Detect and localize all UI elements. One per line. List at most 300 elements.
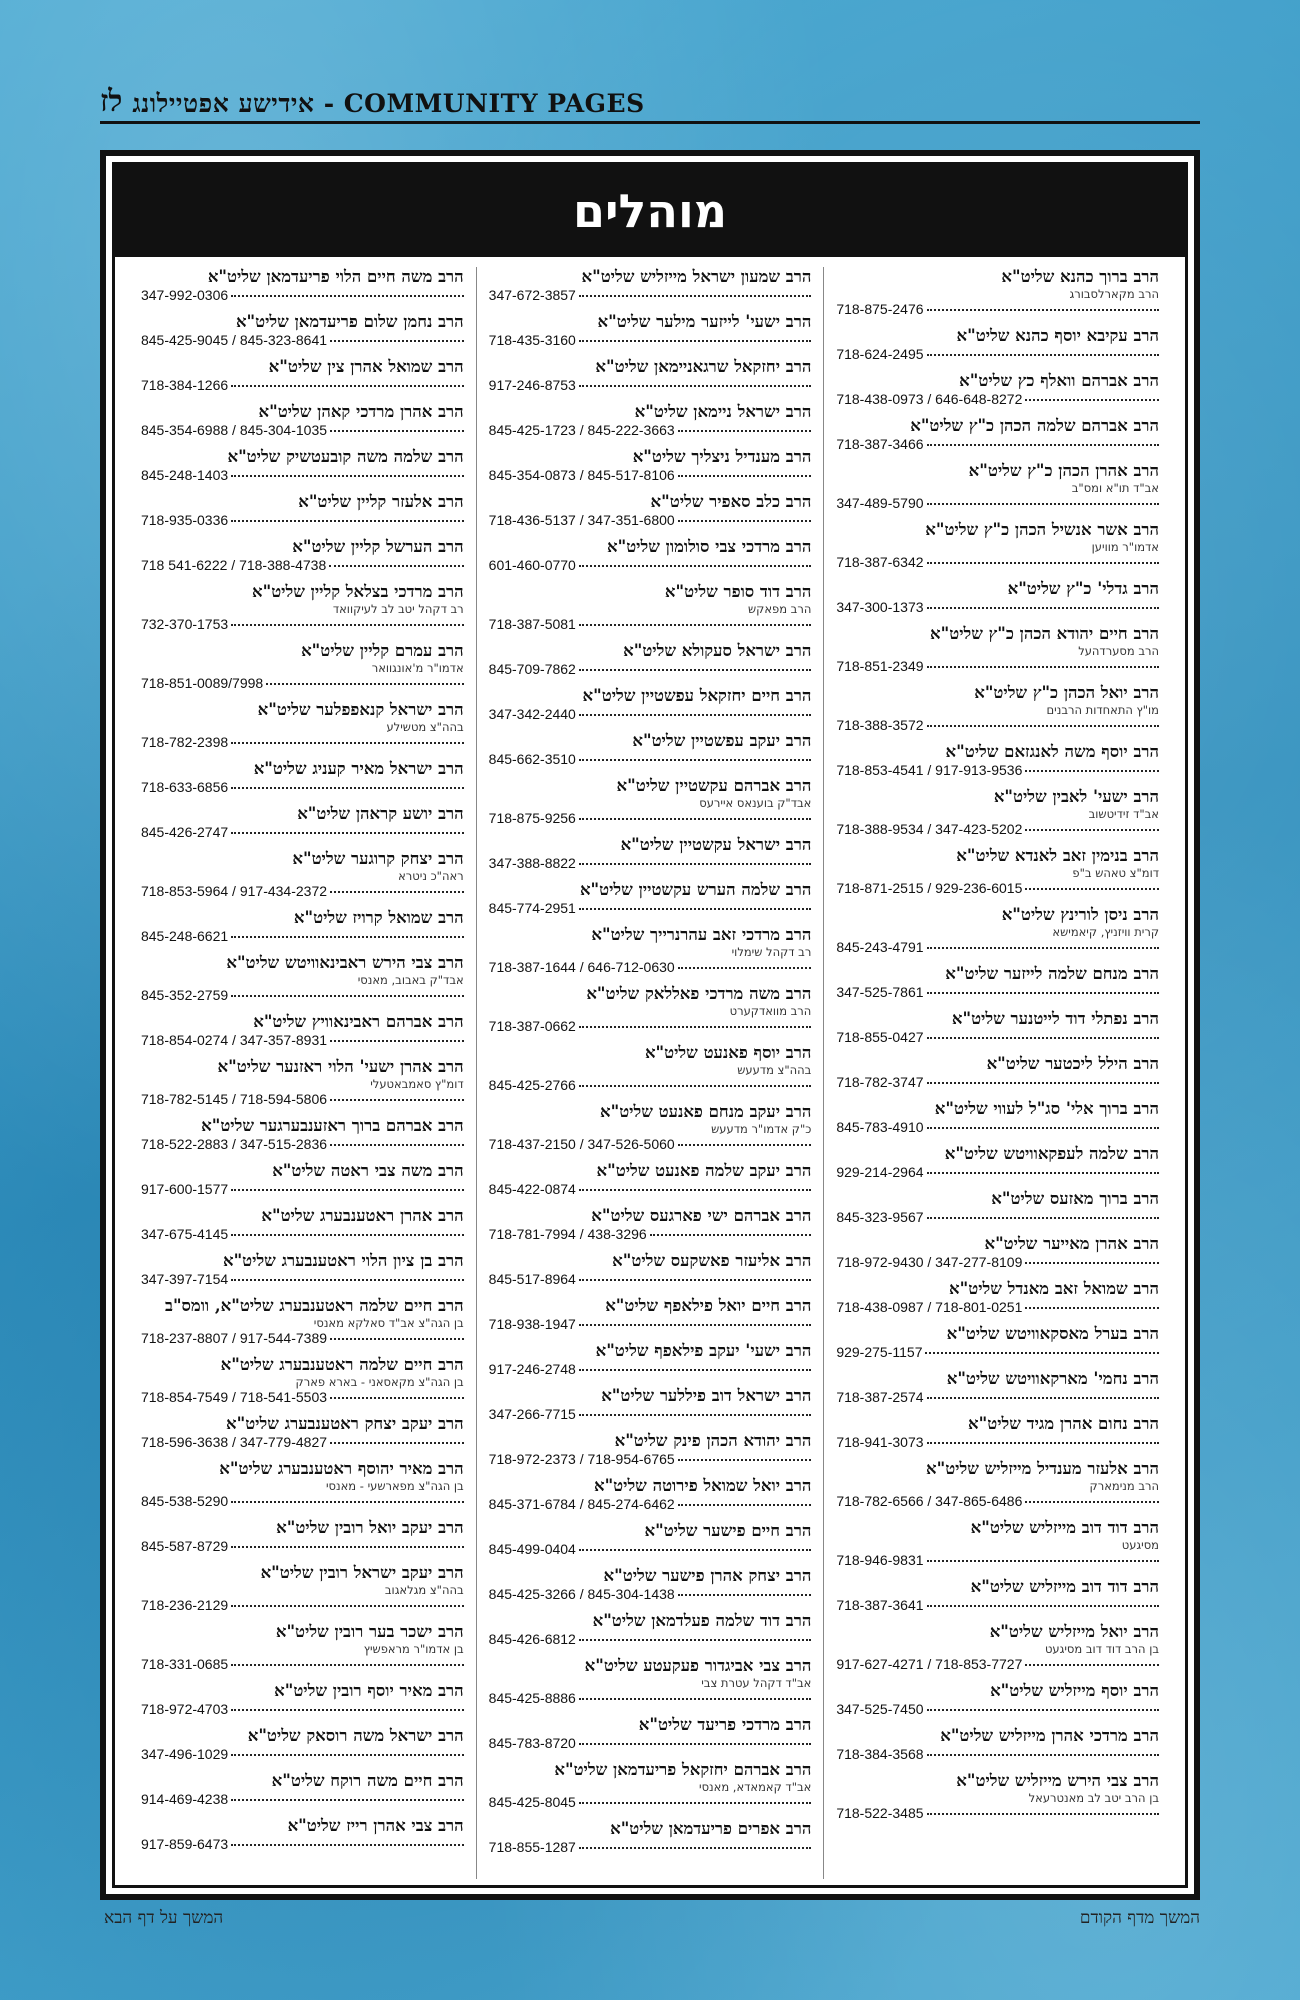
mohel-name: הרב משה צבי ראטה שליט"א xyxy=(272,1161,464,1180)
mohel-name: הרב ברוך אלי' סג"ל לעווי שליט"א xyxy=(934,1099,1159,1118)
directory-columns xyxy=(115,257,1185,1885)
mohel-entry xyxy=(489,312,812,349)
directory-column xyxy=(129,267,477,1879)
mohel-name: הרב אפרים פריעדמאן שליט"א xyxy=(610,1819,812,1838)
dot-leader xyxy=(927,1605,1159,1607)
dot-leader xyxy=(231,1709,463,1711)
mohel-entry xyxy=(836,742,1159,779)
phone-number: 718-782-3747 xyxy=(836,1074,924,1090)
dot-leader xyxy=(231,787,463,789)
dot-leader xyxy=(231,1664,463,1666)
dot-leader xyxy=(330,1442,464,1444)
mohel-entry xyxy=(836,1577,1159,1614)
phone-line xyxy=(141,779,464,796)
dot-leader xyxy=(925,1352,1159,1354)
mohel-entry xyxy=(141,1116,464,1153)
mohel-entry xyxy=(489,686,812,723)
phone-line xyxy=(836,495,1159,512)
mohel-entry xyxy=(836,326,1159,363)
phone-number: 929-275-1157 xyxy=(836,1344,923,1360)
mohel-name: הרב ישראל משה רוסאק שליט"א xyxy=(247,1726,464,1745)
phone-number: 845-499-0404 xyxy=(488,1541,576,1557)
mohel-entry xyxy=(836,579,1159,616)
mohel-name: הרב נפתלי דוד לייטנער שליט"א xyxy=(951,1009,1159,1028)
mohel-name: הרב נחמי' מארקאוויטש שליט"א xyxy=(946,1369,1159,1388)
phone-line xyxy=(836,1254,1159,1271)
dot-leader xyxy=(678,520,812,522)
phone-line xyxy=(141,512,464,529)
phone-line xyxy=(489,1316,812,1333)
dot-leader xyxy=(1025,1664,1159,1666)
mohel-title: בן אדמו"ר מראפשיץ xyxy=(363,1642,464,1656)
dot-leader xyxy=(927,1754,1159,1756)
phone-number: 718-435-3160 xyxy=(488,332,576,348)
mohel-entry xyxy=(836,461,1159,512)
mohel-name: הרב חיים יחזקאל עפשטיין שליט"א xyxy=(582,686,812,705)
dot-leader xyxy=(231,1189,463,1191)
phone-number: 347-266-7715 xyxy=(488,1406,576,1422)
mohel-entry xyxy=(141,1206,464,1243)
dot-leader xyxy=(330,1338,464,1340)
mohel-entry xyxy=(836,1234,1159,1271)
mohel-name: הרב בן ציון הלוי ראטענבערג שליט"א xyxy=(222,1251,464,1270)
mohel-name: הרב יעקב יצחק ראטענבערג שליט"א xyxy=(226,1414,464,1433)
mohel-entry xyxy=(836,1144,1159,1181)
mohel-name: הרב יוסף משה לאנגזאם שליט"א xyxy=(945,742,1159,761)
phone-number: 718-854-0274 / 347-357-8931 xyxy=(140,1032,328,1048)
phone-number: 718-935-0336 xyxy=(140,512,229,528)
mohel-entry xyxy=(489,880,812,917)
mohel-title: בן הגה"צ מפארשעי - מאנסי xyxy=(325,1479,464,1493)
mohel-name: הרב חיים פישער שליט"א xyxy=(644,1521,812,1540)
phone-number: 845-425-3266 / 845-304-1438 xyxy=(488,1586,675,1602)
phone-number: 718-781-7994 / 438-3296 xyxy=(488,1226,647,1242)
phone-number: 718-387-2574 xyxy=(836,1389,924,1405)
phone-line xyxy=(141,1746,464,1763)
phone-number: 732-370-1753 xyxy=(140,616,229,632)
mohel-name: הרב אברהם ישי פארגעס שליט"א xyxy=(591,1206,812,1225)
dot-leader xyxy=(927,1172,1159,1174)
dot-leader xyxy=(678,1144,812,1146)
phone-line xyxy=(141,1032,464,1049)
mohel-entry xyxy=(141,312,464,349)
mohel-name: הרב יעקב יואל רובין שליט"א xyxy=(276,1518,464,1537)
phone-number: 845-425-2766 xyxy=(488,1077,576,1093)
mohel-name: הרב מרדכי צבי סולומון שליט"א xyxy=(607,537,812,556)
mohel-name: הרב אברהם וואלף כץ שליט"א xyxy=(959,371,1159,390)
mohel-entry xyxy=(489,267,812,304)
phone-number: 347-675-4145 xyxy=(140,1226,229,1242)
phone-line xyxy=(836,391,1159,408)
mohel-entry xyxy=(836,1771,1159,1822)
phone-number: 845-371-6784 / 845-274-6462 xyxy=(488,1496,675,1512)
mohel-entry xyxy=(141,402,464,439)
phone-number: 845-425-8045 xyxy=(488,1794,576,1810)
phone-number: 929-214-2964 xyxy=(836,1164,924,1180)
mohel-entry xyxy=(489,776,812,827)
mohel-title: אב"ד זידיטשוב xyxy=(1088,807,1159,821)
phone-number: 845-517-8964 xyxy=(488,1271,576,1287)
section-title: מוהלים xyxy=(572,184,728,238)
phone-number: 914-469-4238 xyxy=(140,1791,229,1807)
mohel-name: הרב שמעון ישראל מייזליש שליט"א xyxy=(581,267,812,286)
phone-number: 845-538-5290 xyxy=(140,1493,229,1509)
mohel-name: הרב אברהם שלמה הכהן כ"ץ שליט"א xyxy=(910,416,1159,435)
mohel-name: הרב חיים משה רוקח שליט"א xyxy=(271,1771,464,1790)
phone-number: 718 541-6222 / 718-388-4738 xyxy=(140,557,327,573)
phone-number: 718-854-7549 / 718-541-5503 xyxy=(140,1389,328,1405)
mohel-name: הרב אהרן ראטענבערג שליט"א xyxy=(261,1206,464,1225)
mohel-entry xyxy=(489,984,812,1035)
phone-number: 718-782-6566 / 347-865-6486 xyxy=(836,1493,1023,1509)
phone-line xyxy=(836,599,1159,616)
mohel-name: הרב מרדכי בצלאל קליין שליט"א xyxy=(252,582,464,601)
mohel-entry xyxy=(836,1324,1159,1361)
phone-number: 718-436-5137 / 347-351-6800 xyxy=(488,512,675,528)
mohel-entry xyxy=(836,1414,1159,1451)
mohel-name: הרב ישעי' לאבין שליט"א xyxy=(993,787,1159,806)
phone-number: 718-941-3073 xyxy=(836,1434,924,1450)
mohel-title: הרב מקארלסבורג xyxy=(1069,287,1159,301)
phone-number: 845-587-8729 xyxy=(140,1538,229,1554)
phone-line xyxy=(489,422,812,439)
dot-leader xyxy=(579,295,811,297)
mohel-name: הרב אהרן הכהן כ"ץ שליט"א xyxy=(968,461,1159,480)
dot-leader xyxy=(231,1279,463,1281)
phone-line xyxy=(489,1451,812,1468)
mohel-name: הרב יוסף מייזליש שליט"א xyxy=(990,1681,1159,1700)
mohel-entry xyxy=(141,1057,464,1108)
dot-leader xyxy=(927,1217,1159,1219)
phone-line xyxy=(141,928,464,945)
phone-line xyxy=(489,1181,812,1198)
mohel-entry xyxy=(836,1459,1159,1510)
phone-number: 718-782-2398 xyxy=(140,734,229,750)
mohel-name: הרב יואל שמואל פירוטה שליט"א xyxy=(593,1476,812,1495)
mohel-name: הרב כלב סאפיר שליט"א xyxy=(650,492,812,511)
mohel-name: הרב דוד דוב מייזליש שליט"א xyxy=(970,1518,1159,1537)
phone-number: 718-853-4541 / 917-913-9536 xyxy=(836,762,1023,778)
mohel-name: הרב אברהם ראבינאוויץ שליט"א xyxy=(253,1012,464,1031)
phone-number: 718-522-3485 xyxy=(836,1805,924,1821)
phone-line xyxy=(141,1181,464,1198)
phone-line xyxy=(141,1434,464,1451)
mohel-entry xyxy=(141,700,464,751)
mohel-entry xyxy=(141,1771,464,1808)
mohel-name: הרב שלמה לעפקאוויטש שליט"א xyxy=(944,1144,1159,1163)
mohel-name: הרב ישראל קנאפפלער שליט"א xyxy=(257,700,464,719)
mohel-name: הרב צבי אהרן רייז שליט"א xyxy=(287,1816,464,1835)
mohel-entry xyxy=(141,582,464,633)
dot-leader xyxy=(330,1397,464,1399)
dot-leader xyxy=(579,1847,811,1849)
phone-number: 845-425-8886 xyxy=(488,1690,576,1706)
phone-line xyxy=(489,959,812,976)
dot-leader xyxy=(231,624,463,626)
phone-number: 718-855-1287 xyxy=(488,1839,576,1855)
mohel-entry xyxy=(141,1414,464,1451)
mohel-name: הרב אהרן מרדכי קאהן שליט"א xyxy=(258,402,464,421)
mohel-entry xyxy=(836,1009,1159,1046)
phone-number: 917-246-2748 xyxy=(488,1361,576,1377)
phone-number: 845-774-2951 xyxy=(488,900,576,916)
phone-line xyxy=(141,287,464,304)
phone-number: 347-489-5790 xyxy=(836,495,924,511)
phone-number: 718-938-1947 xyxy=(488,1316,576,1332)
dot-leader xyxy=(330,1099,464,1101)
mohel-entry xyxy=(489,357,812,394)
dot-leader xyxy=(579,624,811,626)
mohel-entry xyxy=(836,1622,1159,1673)
mohel-name: הרב בערל מאסקאוויטש שליט"א xyxy=(946,1324,1159,1343)
mohel-name: הרב שמואל קרויז שליט"א xyxy=(293,908,464,927)
dot-leader xyxy=(927,1442,1159,1444)
dot-leader xyxy=(579,385,811,387)
mohel-title: בהה"צ מטשילע xyxy=(386,720,464,734)
mohel-name: הרב ברוך כהנא שליט"א xyxy=(1001,267,1159,286)
phone-number: 718-972-2373 / 718-954-6765 xyxy=(488,1451,675,1467)
phone-number: 347-397-7154 xyxy=(140,1271,229,1287)
phone-line xyxy=(489,751,812,768)
mohel-entry xyxy=(141,641,464,692)
phone-number: 845-248-6621 xyxy=(140,928,229,944)
mohel-title: אבד"ק בוענאס איירעס xyxy=(699,796,812,810)
phone-number: 845-662-3510 xyxy=(488,751,576,767)
mohel-name: הרב צבי אביגדור פעקעטע שליט"א xyxy=(584,1656,812,1675)
phone-line xyxy=(836,762,1159,779)
dot-leader xyxy=(579,1802,811,1804)
mohel-entry xyxy=(141,492,464,529)
phone-line xyxy=(836,1209,1159,1226)
phone-line xyxy=(836,1656,1159,1673)
mohel-title: בן הרב יטב לב מאנטרעאל xyxy=(1028,1791,1159,1805)
phone-number: 347-525-7450 xyxy=(836,1701,924,1717)
phone-line xyxy=(489,1406,812,1423)
phone-number: 718-633-6856 xyxy=(140,779,229,795)
footer-continued-prev: המשך מדף הקודם xyxy=(1079,1908,1200,1928)
mohel-name: הרב חיים יהודא הכהן כ"ץ שליט"א xyxy=(930,624,1159,643)
page-number: לז xyxy=(100,84,123,119)
phone-number: 845-354-6988 / 845-304-1035 xyxy=(140,422,328,438)
mohel-name: הרב יואל הכהן כ"ץ שליט"א xyxy=(974,683,1159,702)
mohel-entry xyxy=(836,846,1159,897)
phone-line xyxy=(489,1541,812,1558)
mohel-title: הרב מוואדקערט xyxy=(729,1004,812,1018)
mohel-title: אב"ד דקהל עטרת צבי xyxy=(701,1676,812,1690)
mohel-title: דומ"ץ סאמבאטעלי xyxy=(370,1077,464,1091)
phone-line xyxy=(836,658,1159,675)
mohel-entry xyxy=(489,1819,812,1856)
phone-line xyxy=(489,616,812,633)
phone-line xyxy=(141,1091,464,1108)
mohel-name: הרב ישעי' יעקב פילאפף שליט"א xyxy=(595,1341,812,1360)
phone-line xyxy=(141,1538,464,1555)
mohel-entry xyxy=(489,1431,812,1468)
phone-line xyxy=(141,1330,464,1347)
mohel-entry xyxy=(489,1251,812,1288)
mohel-name: הרב עקיבא יוסף כהנא שליט"א xyxy=(956,326,1159,345)
mohel-entry xyxy=(141,357,464,394)
dot-leader xyxy=(330,430,464,432)
mohel-entry xyxy=(836,964,1159,1001)
mohel-title: הרב מסערדהעל xyxy=(1078,644,1159,658)
dot-leader xyxy=(1025,1307,1159,1309)
dot-leader xyxy=(927,607,1159,609)
phone-number: 845-422-0874 xyxy=(488,1181,576,1197)
phone-number: 845-248-1403 xyxy=(140,467,229,483)
phone-line xyxy=(489,1690,812,1707)
phone-line xyxy=(141,377,464,394)
phone-line xyxy=(489,706,812,723)
mohel-entry xyxy=(141,849,464,900)
phone-line xyxy=(141,557,464,574)
mohel-name: הרב מענדיל ניצליך שליט"א xyxy=(632,447,812,466)
mohel-entry xyxy=(141,908,464,945)
mohel-name: הרב יעקב מנחם פאנעט שליט"א xyxy=(600,1102,812,1121)
phone-line xyxy=(836,346,1159,363)
dot-leader xyxy=(231,1234,463,1236)
mohel-name: הרב גדלי' כ"ץ שליט"א xyxy=(1007,579,1159,598)
dot-leader xyxy=(927,666,1159,668)
mohel-name: הרב ברוך מאזעס שליט"א xyxy=(991,1189,1159,1208)
mohel-entry xyxy=(489,1161,812,1198)
phone-line xyxy=(141,883,464,900)
dot-leader xyxy=(231,1501,463,1503)
mohel-name: הרב יצחק קרוגער שליט"א xyxy=(292,849,464,868)
phone-number: 845-354-0873 / 845-517-8106 xyxy=(488,467,675,483)
phone-line xyxy=(836,1074,1159,1091)
phone-number: 718-387-3466 xyxy=(836,436,924,452)
dot-leader xyxy=(231,742,463,744)
mohel-name: הרב אהרן מאייער שליט"א xyxy=(984,1234,1159,1253)
phone-line xyxy=(489,1839,812,1856)
dot-leader xyxy=(1025,829,1159,831)
dot-leader xyxy=(927,1813,1159,1815)
phone-number: 718-624-2495 xyxy=(836,346,924,362)
phone-line xyxy=(489,1586,812,1603)
phone-line xyxy=(141,734,464,751)
mohel-name: הרב אהרן ישעי' הלוי ראזנער שליט"א xyxy=(217,1057,464,1076)
mohel-name: הרב מרדכי אהרן מייזליש שליט"א xyxy=(940,1726,1159,1745)
mohel-name: הרב יחזקאל שרגאניימאן שליט"א xyxy=(595,357,812,376)
dot-leader xyxy=(231,1546,463,1548)
phone-number: 845-783-8720 xyxy=(488,1735,576,1751)
phone-line xyxy=(836,1552,1159,1569)
mohel-entry xyxy=(489,537,812,574)
mohel-name: הרב ישעי' לייזער מילער שליט"א xyxy=(597,312,812,331)
phone-number: 718-388-9534 / 347-423-5202 xyxy=(836,821,1023,837)
dot-leader xyxy=(579,340,811,342)
phone-number: 917-859-6473 xyxy=(140,1836,229,1852)
dot-leader xyxy=(927,1082,1159,1084)
phone-line xyxy=(489,1735,812,1752)
mohel-entry xyxy=(836,1054,1159,1091)
phone-line xyxy=(489,287,812,304)
phone-number: 718-875-9256 xyxy=(488,810,576,826)
mohel-name: הרב יואל מייזליש שליט"א xyxy=(989,1622,1159,1641)
dot-leader xyxy=(927,562,1159,564)
mohel-entry xyxy=(836,1189,1159,1226)
mohel-name: הרב דוד שלמה פעלדמאן שליט"א xyxy=(592,1611,812,1630)
mohel-name: הרב צבי הירש ראבינאוויטש שליט"א xyxy=(226,953,464,972)
mohel-name: הרב ישראל ניימאן שליט"א xyxy=(634,402,812,421)
phone-line xyxy=(836,717,1159,734)
phone-line xyxy=(489,855,812,872)
mohel-entry xyxy=(141,537,464,574)
phone-line xyxy=(141,332,464,349)
dot-leader xyxy=(927,725,1159,727)
phone-number: 845-425-1723 / 845-222-3663 xyxy=(488,422,675,438)
mohel-name: הרב הילל ליכטער שליט"א xyxy=(986,1054,1159,1073)
mohel-entry xyxy=(836,1099,1159,1136)
phone-number: 718-596-3638 / 347-779-4827 xyxy=(140,1434,328,1450)
phone-line xyxy=(141,1701,464,1718)
dot-leader xyxy=(231,295,463,297)
dot-leader xyxy=(678,967,812,969)
phone-number: 845-426-2747 xyxy=(140,824,229,840)
mohel-name: הרב מרדכי זאב עהרנרייך שליט"א xyxy=(591,925,812,944)
phone-number: 347-300-1373 xyxy=(836,599,924,615)
phone-line xyxy=(141,616,464,633)
mohel-entry xyxy=(489,1386,812,1423)
phone-line xyxy=(836,1164,1159,1181)
mohel-entry xyxy=(489,925,812,976)
phone-number: 718-871-2515 / 929-236-6015 xyxy=(836,880,1023,896)
mohel-name: הרב ניסן לורינץ שליט"א xyxy=(1001,905,1159,924)
mohel-entry xyxy=(141,1296,464,1347)
mohel-name: הרב ישראל מאיר קעניג שליט"א xyxy=(253,759,464,778)
mohel-entry xyxy=(489,1296,812,1333)
dot-leader xyxy=(927,354,1159,356)
dot-leader xyxy=(579,1639,811,1641)
phone-number: 347-342-2440 xyxy=(488,706,576,722)
phone-number: 718-387-5081 xyxy=(488,616,576,632)
mohel-entry xyxy=(141,1459,464,1510)
phone-number: 718-236-2129 xyxy=(140,1597,229,1613)
mohel-title: מסיגעט xyxy=(1121,1538,1159,1552)
mohel-title: אב"ד קאמאדא, מאנסי xyxy=(699,1780,812,1794)
phone-line xyxy=(489,377,812,394)
mohel-entry xyxy=(836,1681,1159,1718)
mohel-entry xyxy=(489,1206,812,1243)
mohel-entry xyxy=(489,582,812,633)
phone-line xyxy=(836,1805,1159,1822)
mohel-entry xyxy=(836,1369,1159,1406)
mohel-name: הרב חיים שלמה ראטענבערג שליט"א xyxy=(220,1355,464,1374)
phone-line xyxy=(836,1344,1159,1361)
dot-leader xyxy=(1025,1262,1159,1264)
mohel-name: הרב אלעזר קליין שליט"א xyxy=(298,492,464,511)
phone-number: 347-672-3857 xyxy=(488,287,576,303)
phone-number: 845-425-9045 / 845-323-8641 xyxy=(140,332,328,348)
dot-leader xyxy=(1025,888,1159,890)
dot-leader xyxy=(579,759,811,761)
mohel-entry xyxy=(141,1726,464,1763)
dot-leader xyxy=(231,385,463,387)
dot-leader xyxy=(579,669,811,671)
dot-leader xyxy=(231,1754,463,1756)
phone-line xyxy=(489,1271,812,1288)
mohel-entry xyxy=(489,731,812,768)
mohel-entry xyxy=(489,1566,812,1603)
phone-number: 718-522-2883 / 347-515-2836 xyxy=(140,1136,328,1152)
mohel-entry xyxy=(489,1341,812,1378)
dot-leader xyxy=(927,1127,1159,1129)
mohel-name: הרב מאיר יוסף רובין שליט"א xyxy=(274,1681,464,1700)
section-title-bar xyxy=(115,165,1185,257)
phone-line xyxy=(489,810,812,827)
dot-leader xyxy=(927,503,1159,505)
